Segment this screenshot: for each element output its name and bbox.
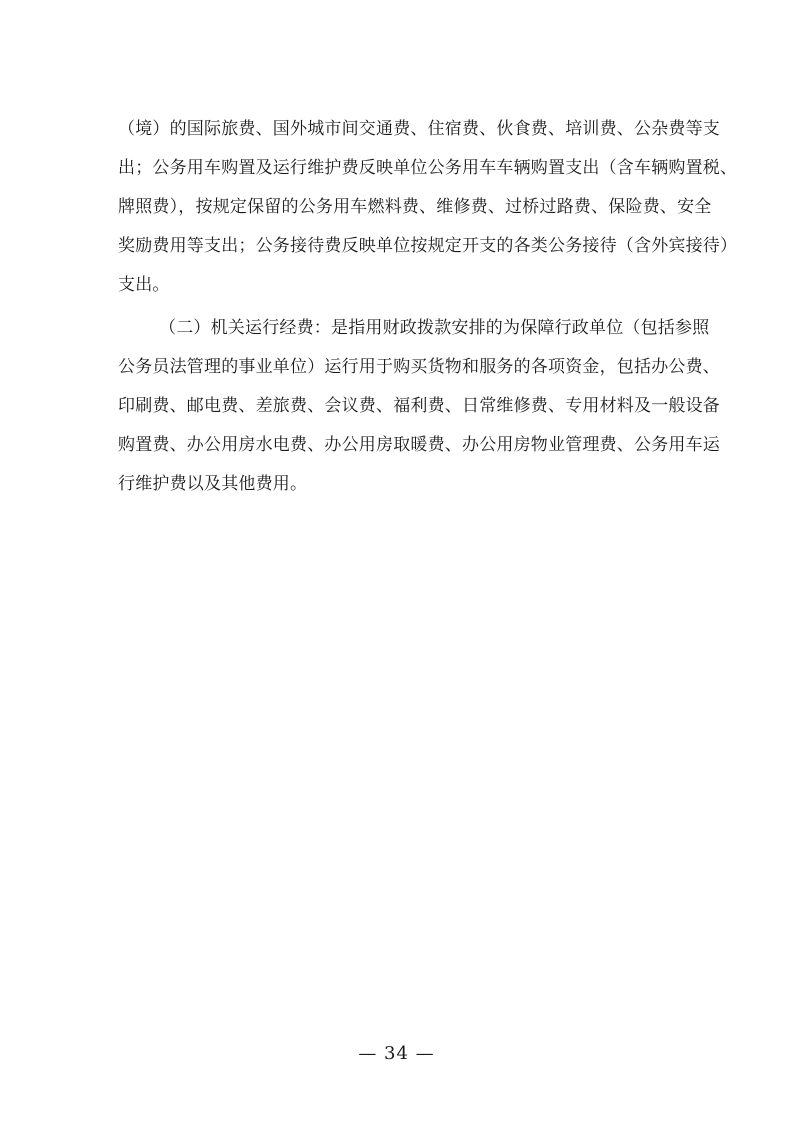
- text-line: （二）机关运行经费：是指用财政拨款安排的为保障行政单位（包括参照: [159, 318, 710, 338]
- document-body: [118, 116, 738, 510]
- text-line: 牌照费），按规定保留的公务用车燃料费、维修费、过桥过路费、保险费、安全: [118, 197, 712, 217]
- text-line: 行维护费以及其他费用。: [118, 474, 308, 494]
- text-line: 公务员法管理的事业单位）运行用于购买货物和服务的各项资金，包括办公费、: [118, 357, 720, 377]
- text-line: 购置费、办公用房水电费、办公用房取暖费、办公用房物业管理费、公务用车运: [118, 435, 720, 455]
- text-line: （境）的国际旅费、国外城市间交通费、住宿费、伙食费、培训费、公杂费等支: [118, 119, 720, 139]
- text-line: 出；公务用车购置及运行维护费反映单位公务用车车辆购置支出（含车辆购置税、: [118, 158, 738, 178]
- text-line: 支出。: [118, 275, 170, 295]
- paragraph-operating-expenses: [118, 315, 720, 510]
- page-number: — 34 —: [358, 1043, 435, 1064]
- paragraph-travel-vehicle-reception: [118, 116, 738, 311]
- text-line: 奖励费用等支出；公务接待费反映单位按规定开支的各类公务接待（含外宾接待）: [118, 236, 738, 256]
- text-line: 印刷费、邮电费、差旅费、会议费、福利费、日常维修费、专用材料及一般设备: [118, 396, 720, 416]
